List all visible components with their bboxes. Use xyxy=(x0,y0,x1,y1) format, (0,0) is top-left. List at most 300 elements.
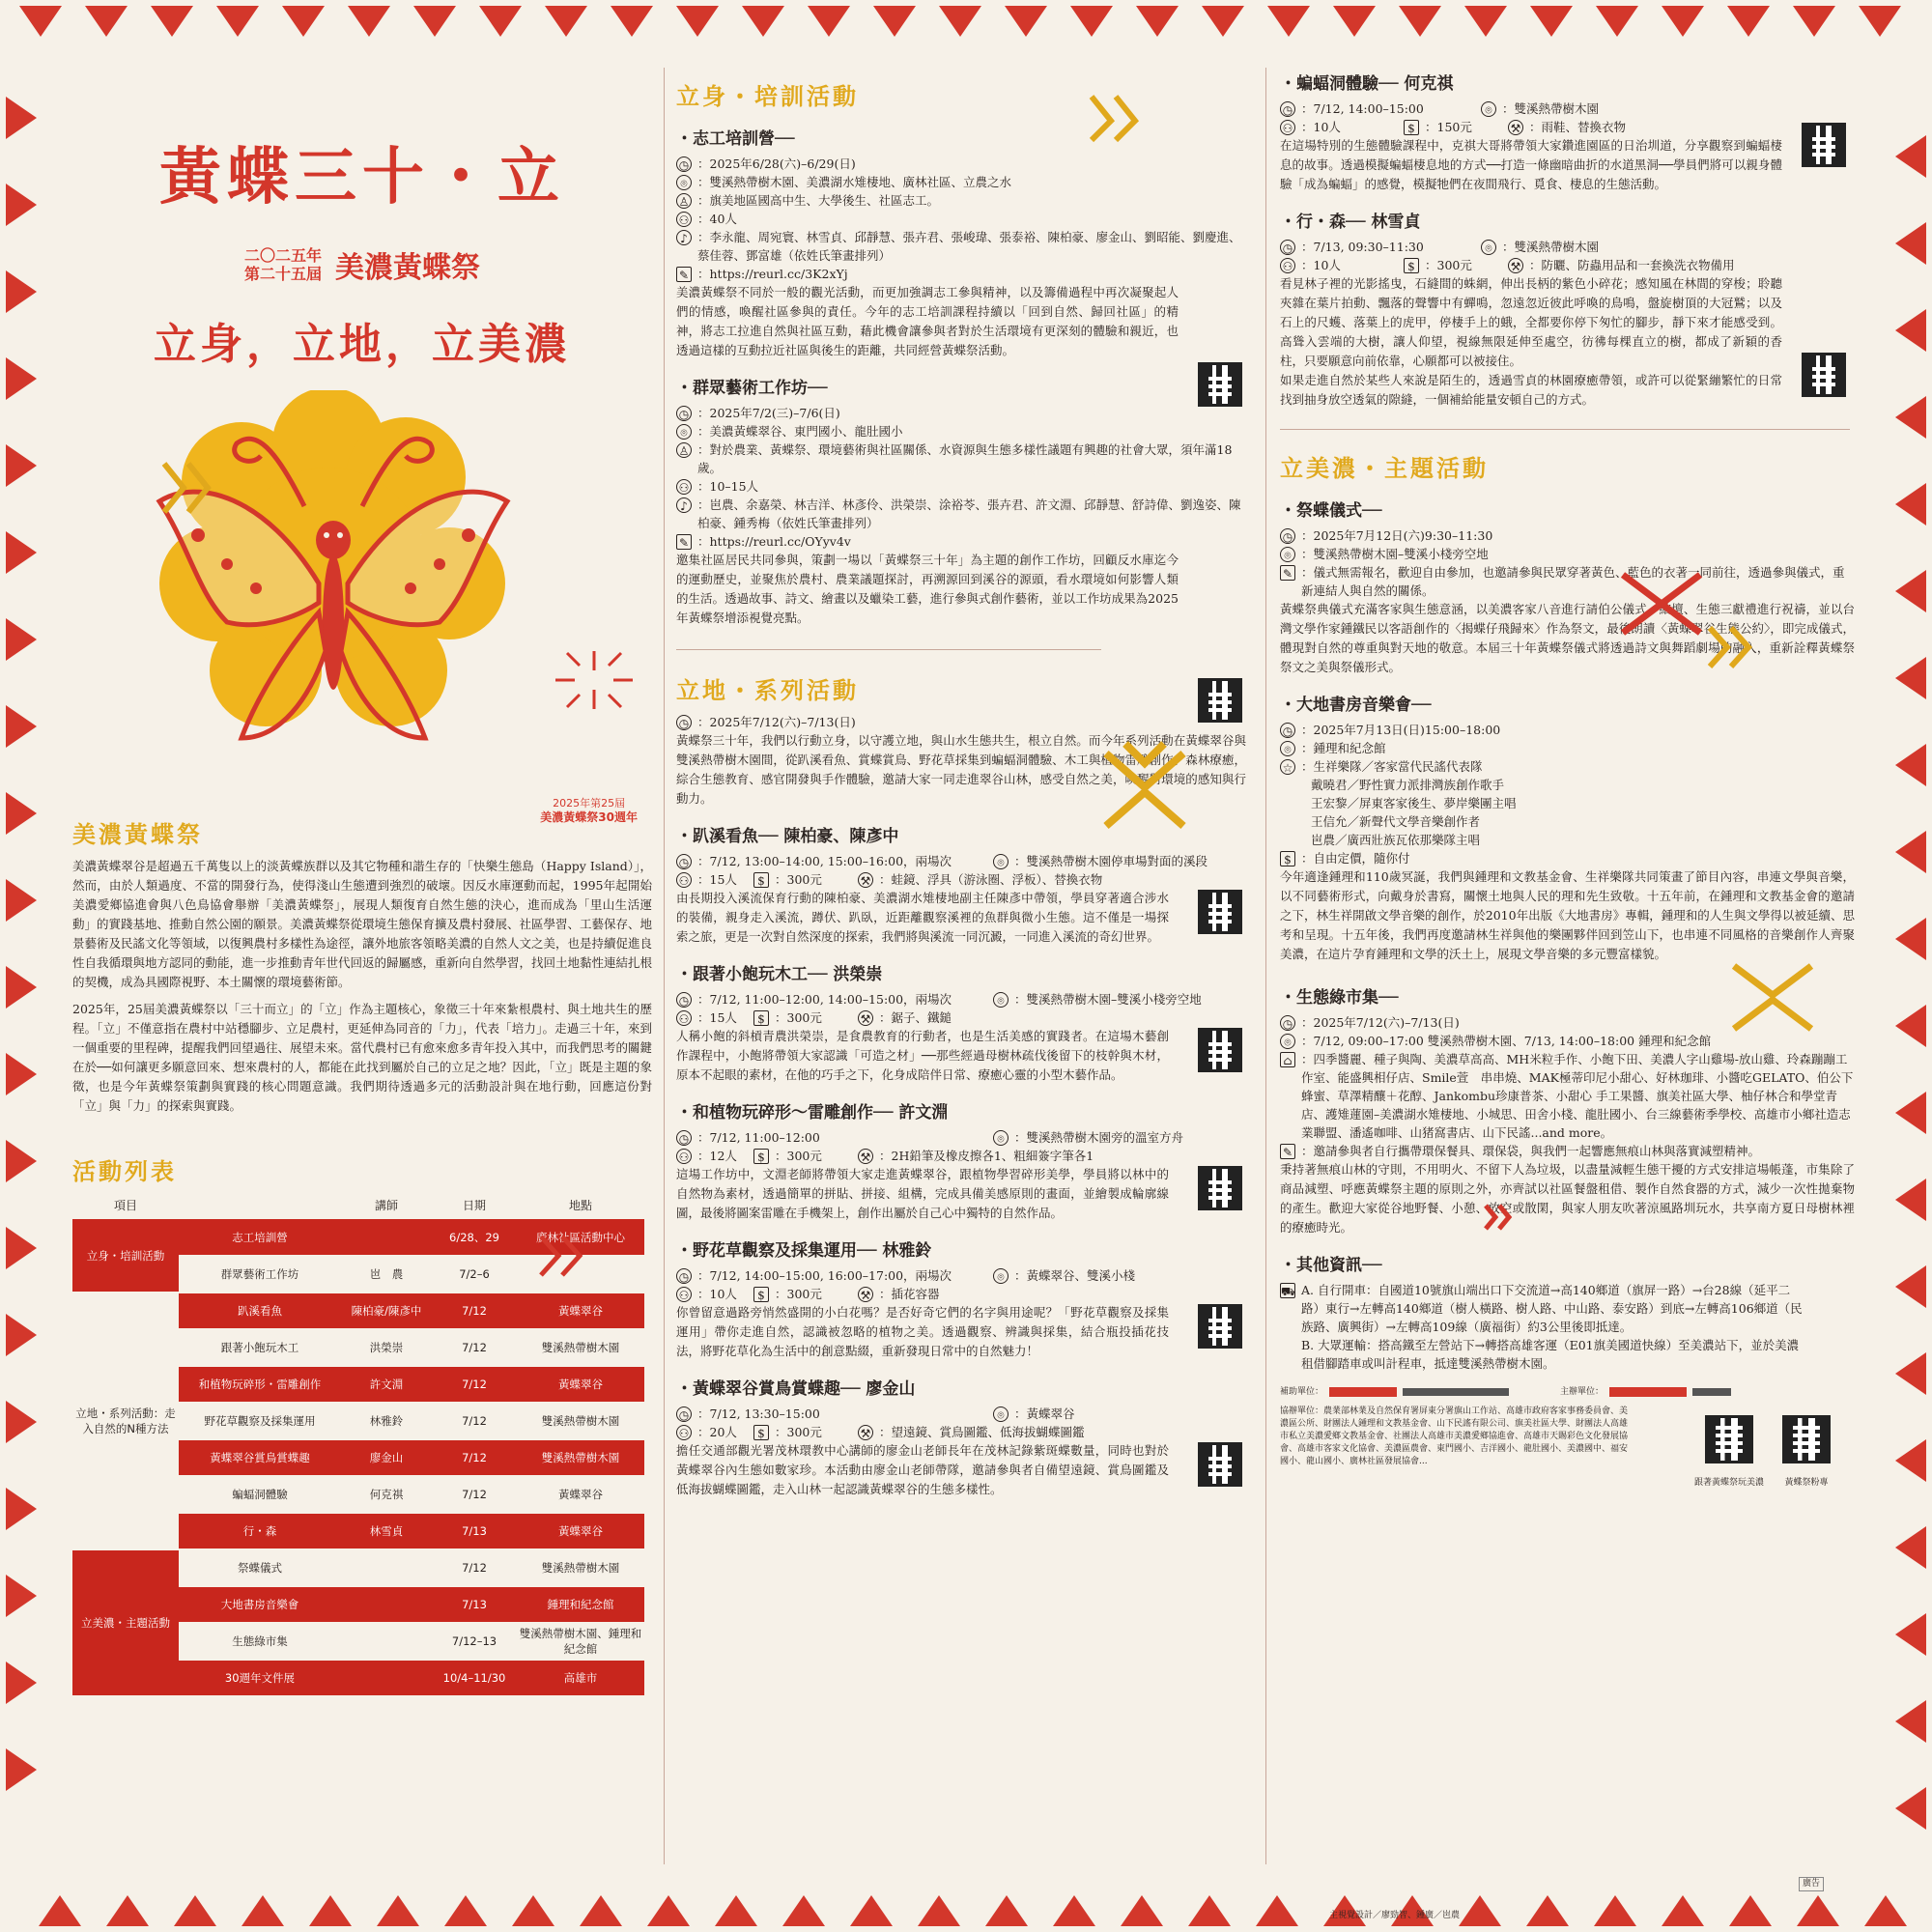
volunteer-place-row xyxy=(676,173,1246,191)
qr-code[interactable] xyxy=(1198,890,1242,934)
fee-icon: $ xyxy=(1404,120,1419,135)
activity-time-row xyxy=(1280,238,1855,256)
triangle-ornament xyxy=(1797,1895,1839,1926)
activity-count: ：10人 xyxy=(1301,120,1341,134)
triangle-ornament xyxy=(174,1895,216,1926)
table-cell-date: 7/13 xyxy=(432,1586,517,1623)
triangle-ornament xyxy=(1053,1895,1095,1926)
activity-time-row xyxy=(676,1266,1246,1285)
art-url-row xyxy=(676,532,1246,551)
art-count-row xyxy=(676,477,1246,496)
group-icon: ⚇ xyxy=(1280,120,1295,135)
sponsor-organizer xyxy=(1560,1386,1731,1399)
triangle-ornament xyxy=(1399,6,1441,37)
table-cell-item: 趴溪看魚 xyxy=(179,1293,341,1329)
shop-icon: ⌂ xyxy=(1280,1052,1295,1067)
triangle-ornament xyxy=(413,6,456,37)
ritual-place: ：雙溪熱帶樹木園–雙溪小棧旁空地 xyxy=(1301,547,1489,561)
microphone-icon: ♪ xyxy=(676,497,692,513)
triangle-ornament xyxy=(782,1895,825,1926)
concert-desc: 今年適逢鍾理和110歲冥誕，我們與鍾理和文教基金會、生祥樂隊共同策畫了節目內容，串連文學與音樂，以不同藝術形式，向戴身於書寫，關懷土地與人民的理和先生致敬。十五年前，在鍾理和文教基金會的邀請之下，林生祥開啟文學音樂的創作，於2010年出版《大地書房》專輯，鍾理和的人生與文學得以被延續、思考和呈現。十五年後，我們再度邀請林生祥與他的樂團夥伴回到笠山下，也串連不同風格的音樂創作人齊聚美濃，在這片孕育鍾理和文學的沃土上，展現文學音樂的多元豐富樣貌。 xyxy=(1280,869,1855,961)
triangle-ornament xyxy=(6,879,37,922)
clock-icon: ◷ xyxy=(676,156,692,172)
market-title: ・生態綠市集── xyxy=(1280,988,1399,1008)
table-cell-lecturer: 許文淵 xyxy=(341,1366,432,1403)
volunteer-title: ・志工培訓營── xyxy=(676,129,795,149)
activity-time-row xyxy=(1280,99,1855,118)
triangle-ornament xyxy=(918,1895,960,1926)
activity-desc: 這場工作坊中，文淵老師將帶領大家走進黃蝶翠谷，跟植物學習碎形美學，學員將以林中的自然物為素材，透過簡單的拼貼、拼接、組構，完成具備美感原則的畫面，並繪製成輪廓線圖，最後將圖案雷雕在手機架上，創作出屬於自己心中獨特的自然作品。 xyxy=(676,1167,1169,1220)
activity-bat xyxy=(1280,70,1855,194)
triangle-ornament xyxy=(6,1140,37,1182)
triangle-ornament xyxy=(512,1895,554,1926)
intro-paragraph-2: 2025年，25屆美濃黃蝶祭以「三十而立」的「立」作為主題核心，象徵三十年來紮根農村、與土地共生的歷程。「立」不僅意指在農村中站穩腳步、立足農村，更延伸為同音的「力」，代表「培力」。走過三十年，來到一個重要的里程碑，提醒我們回望過往、展望未來。當代農村已有愈來愈多青年投入其中，而我們思考的關鍵在於──如何讓更多願意回來、想來農村的人，都能在此找到屬於自己的立足之地？因此，「立」既是主題的象徵，也是今年黃蝶祭策劃與實踐的核心問題意識。我們期待透過多元的活動設計與在地行動，回應這份對「立」與「力」的探索與實踐。 xyxy=(72,1002,653,1113)
edition-text: 第二十五屆 xyxy=(243,265,322,283)
middle-column xyxy=(676,68,1246,1864)
activity-meta-row xyxy=(1280,118,1855,136)
triangle-ornament xyxy=(6,1662,37,1704)
header-item: 項目 xyxy=(113,1199,137,1212)
table-cell-place: 黃蝶翠谷 xyxy=(517,1513,644,1549)
activity-gear: ：蛙鏡、浮具（游泳圈、浮板）、替換衣物 xyxy=(879,872,1103,887)
location-icon: ⌾ xyxy=(1481,240,1496,255)
location-icon: ⌾ xyxy=(1280,547,1295,562)
slogan: 立身，立地，立美濃 xyxy=(154,320,571,369)
group-icon: ⚇ xyxy=(676,1287,692,1302)
location-icon: ⌾ xyxy=(1481,101,1496,117)
signup-icon: ✎ xyxy=(676,267,692,282)
fee-icon: $ xyxy=(753,1425,769,1440)
location-icon: ⌾ xyxy=(676,424,692,440)
triangle-ornament xyxy=(1895,657,1926,699)
triangle-ornament xyxy=(808,6,850,37)
activity-count: ：20人 xyxy=(697,1425,737,1439)
pencil-icon: ✎ xyxy=(1280,565,1295,581)
triangle-ornament xyxy=(1895,1352,1926,1395)
market-vendors: ：四季醬麗、種子與陶、美濃草高高、MH米粒手作、小飽下田、美濃人字山雞場-放山雞、玲森蹦蹦工作室、能盛興相仔店、Smile萱 串串燒、MAK極蒂印尼小甜心、好林珈琲、小醬吃GELATO、伯公下蜂蜜、草澤精釀＋花醇、Jankombu珍康普茶、小甜心 手工果醬、旗美社區大學、柚仔林合和學堂青店、護雉蓮園–美濃湖水雉棲地、小城思、田舍小棧、龍肚國小、台三線藝術季學校、高雄市小鄉社造志業聯盟、潘遙咖啡、山猪窩書店、山下民謠...and more。 xyxy=(1301,1052,1854,1140)
table-cell-lecturer xyxy=(341,1219,432,1256)
route-by-transit: B. 大眾運輸：搭高鐵至左營站下→轉搭高雄客運（E01旗美國道快線）至美濃站下，並於美濃租借腳踏車或叫計程車，抵達雙溪熱帶樹木園。 xyxy=(1301,1338,1800,1371)
organizer-logo xyxy=(1609,1387,1687,1397)
yellow-x-ornament xyxy=(1719,947,1826,1043)
table-cell-lecturer: 岜 農 xyxy=(341,1256,432,1293)
qr-code[interactable] xyxy=(1802,123,1846,167)
market-desc: 秉持著無痕山林的守則，不用明火、不留下人為垃圾，以盡量減輕生態干擾的方式安排這場帳蓬，市集除了商品減塑、呼應黃蝶祭主題的原則之外，亦齊試以社區餐盤租借、製作自然食器的方式，減少一次性拋棄物的產生。歡迎大家從谷地野餐、小憩、放空或散閑，與家人朋友吹著涼風路圳玩水，共享南方夏日母樹林裡的療癒時光。 xyxy=(1280,1162,1855,1235)
activity-desc-2: 如果走進自然於某些人來說是陌生的，透過雪貞的林園療癒帶領，或許可以從緊繃繁忙的日常找到抽身放空透氣的隙縫，一個補給能量安頓自己的方式。 xyxy=(1280,373,1782,407)
organizer-logo xyxy=(1692,1388,1731,1396)
location-icon: ⌾ xyxy=(993,1406,1009,1422)
location-icon: ⌾ xyxy=(993,1268,1009,1284)
triangle-ornament xyxy=(6,1314,37,1356)
table-cell-place: 黃蝶翠谷 xyxy=(517,1293,644,1329)
table-cell-item: 志工培訓營 xyxy=(179,1219,341,1256)
activity-meta-row xyxy=(1280,256,1855,274)
concert-performers-row xyxy=(1280,757,1855,849)
triangle-ornament xyxy=(1895,570,1926,612)
anniversary-mark xyxy=(540,796,638,825)
volunteer-place: ：雙溪熱帶樹木園、美濃湖水雉棲地、廣林社區、立農之水 xyxy=(697,175,1012,189)
activity-time-row xyxy=(676,1405,1246,1423)
triangle-ornament xyxy=(1202,6,1244,37)
activity-wood xyxy=(676,960,1246,1085)
table-cell-date: 7/12 xyxy=(432,1366,517,1403)
activity-time-row xyxy=(676,1128,1246,1147)
table-cell-lecturer: 陳柏豪/陳彥中 xyxy=(341,1293,432,1329)
clock-icon: ◷ xyxy=(676,1130,692,1146)
table-group-label: 立美濃・主題活動 xyxy=(72,1549,179,1696)
table-cell-item: 跟著小飽玩木工 xyxy=(179,1329,341,1366)
activity-gear: ：雨鞋、替換衣物 xyxy=(1529,120,1627,134)
activity-time: ：7/12, 13:00–14:00, 15:00–16:00，兩場次 xyxy=(697,854,952,868)
route-by-car: A. 自行開車：自國道10號旗山端出口下交流道→高140鄉道（旗屏一路）→台28線（延平二路）東行→左轉高140鄉道（樹人橫路、樹人路、中山路、泰安路）到底→左轉高106鄉道（民族路、廣興街）→左轉高109線（廣福街）約3公里後即抵達。 xyxy=(1301,1283,1803,1334)
table-cell-place: 黃蝶翠谷 xyxy=(517,1366,644,1403)
activity-forest xyxy=(1280,208,1855,410)
edition-small xyxy=(244,246,322,283)
yellow-diamond-ornament xyxy=(1700,618,1758,676)
qr-caption-2: 黃蝶祭粉專 xyxy=(1784,1478,1829,1488)
table-cell-date: 7/13 xyxy=(432,1513,517,1549)
triangle-ornament xyxy=(545,6,587,37)
table-cell-item: 黃蝶翠谷賞鳥賞蝶趣 xyxy=(179,1439,341,1476)
concert-fee: ：自由定價，隨你付 xyxy=(1301,851,1410,866)
ritual-note: ：儀式無需報名，歡迎自由參加，也邀請參與民眾穿著黃色、藍色的衣著一同前往，透過參與儀式，重新連結人與自然的關係。 xyxy=(1301,565,1845,598)
other-car-row xyxy=(1280,1281,1806,1373)
table-cell-item: 蝙蝠洞體驗 xyxy=(179,1476,341,1513)
table-group-label: 立地・系列活動：走入自然的N種方法 xyxy=(72,1293,179,1549)
art-title: ・群眾藝術工作坊── xyxy=(676,379,828,398)
table-cell-item: 祭蝶儀式 xyxy=(179,1549,341,1586)
group-icon: ⚇ xyxy=(676,479,692,495)
volunteer-count-row xyxy=(676,210,1246,228)
tool-icon: ⚒ xyxy=(858,1010,873,1026)
person-icon: ♙ xyxy=(676,442,692,458)
section-title-theme: 立美濃・主題活動 xyxy=(1280,455,1489,482)
tool-icon: ⚒ xyxy=(1508,258,1523,273)
activity-title: ・蝙蝠洞體驗── 何克祺 xyxy=(1280,74,1454,94)
activity-place: ：黃蝶翠谷、雙溪小棧 xyxy=(1014,1268,1136,1283)
ritual-time: ：2025年7月12日(六)9:30–11:30 xyxy=(1301,528,1493,543)
person-icon: ♙ xyxy=(676,193,692,209)
activity-place: ：雙溪熱帶樹木園 xyxy=(1502,240,1600,254)
concert-title: ・大地書房音樂會── xyxy=(1280,696,1432,715)
concert-performers xyxy=(1301,757,1517,849)
triangle-ornament xyxy=(1256,1895,1298,1926)
activity-count: ：15人 xyxy=(697,1010,737,1025)
activity-desc: 擔任交通部觀光署茂林環教中心講師的廖金山老師長年在茂林記錄紫斑蝶數量，同時也對於黃蝶翠谷內生態如數家珍。本活動由廖金山老師帶隊，邀請參與者自備望遠鏡、賞鳥圖鑑及低海拔蝴蝶圖鑑，走入山林一起認識黃蝶翠谷的生態多樣性。 xyxy=(676,1443,1169,1496)
table-cell-date: 7/12–13 xyxy=(432,1623,517,1660)
ritual-time-row xyxy=(1280,526,1855,545)
table-cell-item: 群眾藝術工作坊 xyxy=(179,1256,341,1293)
activity-desc: 你曾留意過路旁悄然盛開的小白花嗎？是否好奇它們的名字與用途呢？「野花草觀察及採集運用」帶你走進自然，認識被忽略的植物之美。透過觀察、辨識與採集，結合瓶投插花技法，將野花草化為生活中的創意點綴，重新發現日常中的自然魅力！ xyxy=(676,1305,1169,1358)
table-cell-place: 鍾理和紀念館 xyxy=(517,1586,644,1623)
activity-gear: ：鋸子、鐵鎚 xyxy=(879,1010,952,1025)
qr-code[interactable] xyxy=(1198,1028,1242,1072)
table-title: 活動列表 xyxy=(72,1158,177,1185)
triangle-ornament xyxy=(1136,6,1179,37)
qr-code[interactable] xyxy=(1198,362,1242,407)
header-place: 地點 xyxy=(568,1199,592,1212)
triangle-ornament xyxy=(1895,1092,1926,1134)
clock-icon: ◷ xyxy=(1280,240,1295,255)
location-icon: ⌾ xyxy=(993,1130,1009,1146)
triangle-ornament xyxy=(873,6,916,37)
table-cell-date: 7/12 xyxy=(432,1293,517,1329)
triangle-ornament xyxy=(6,1575,37,1617)
qr-caption-1: 跟著黃蝶祭玩美濃 xyxy=(1693,1478,1764,1488)
triangle-ornament xyxy=(715,1895,757,1926)
clock-icon: ◷ xyxy=(676,1406,692,1422)
table-cell-date: 6/28、29 xyxy=(432,1219,517,1256)
triangle-ornament xyxy=(1895,744,1926,786)
series-activities xyxy=(676,822,1246,1499)
table-cell-place: 雙溪熱帶樹木園 xyxy=(517,1329,644,1366)
activity-time: ：7/12, 11:00–12:00 xyxy=(697,1130,820,1145)
table-cell-place: 雙溪熱帶樹木園 xyxy=(517,1403,644,1439)
table-cell-place: 雙溪熱帶樹木園 xyxy=(517,1549,644,1586)
anniversary-line1: 2025年第25屆 xyxy=(553,797,626,810)
market-place: ：7/12, 09:00–17:00 雙溪熱帶樹木園、7/13, 14:00–18:00 鍾理和紀念館 xyxy=(1301,1034,1712,1048)
activity-count: ：12人 xyxy=(697,1149,737,1163)
table-cell-place: 高雄市 xyxy=(517,1660,644,1696)
table-cell-item: 大地書房音樂會 xyxy=(179,1586,341,1623)
activity-time: ：7/12, 14:00–15:00 xyxy=(1301,101,1424,116)
table-cell-place: 黃蝶翠谷 xyxy=(517,1476,644,1513)
triangle-ornament xyxy=(1859,6,1901,37)
qr-code[interactable] xyxy=(1198,1166,1242,1210)
butterfly-logo xyxy=(72,390,652,824)
table-cell-lecturer xyxy=(341,1623,432,1660)
activity-meta-row xyxy=(676,1147,1246,1165)
art-people-row xyxy=(676,440,1246,477)
clock-icon: ◷ xyxy=(676,854,692,869)
triangle-ornament xyxy=(6,1053,37,1095)
market-time: ：2025年7/12(六)–7/13(日) xyxy=(1301,1015,1460,1030)
fee-icon: $ xyxy=(753,872,769,888)
tool-icon: ⚒ xyxy=(858,1149,873,1164)
activity-time-row xyxy=(676,990,1246,1009)
triangle-ornament xyxy=(1793,6,1835,37)
table-cell-lecturer: 何克祺 xyxy=(341,1476,432,1513)
qr-code[interactable] xyxy=(1198,678,1242,723)
wallet-icon: $ xyxy=(1280,851,1295,867)
ritual-note-row xyxy=(1280,563,1855,600)
section-title-training: 立身・培訓活動 xyxy=(676,83,859,110)
triangle-ornament xyxy=(348,6,390,37)
intro-section xyxy=(72,815,652,1116)
art-place-row xyxy=(676,422,1246,440)
triangle-ornament xyxy=(1596,6,1638,37)
triangle-ornament xyxy=(1895,831,1926,873)
location-icon: ⌾ xyxy=(1280,741,1295,756)
clock-icon: ◷ xyxy=(1280,101,1295,117)
triangle-ornament xyxy=(6,1401,37,1443)
triangle-ornament xyxy=(6,1488,37,1530)
qr-code[interactable] xyxy=(1198,1304,1242,1349)
table-cell-lecturer: 洪榮崇 xyxy=(341,1329,432,1366)
intro-paragraph-1: 美濃黃蝶翠谷是超過五千萬隻以上的淡黃蝶族群以及其它物種和諧生存的「快樂生態島（Happy Island）」，然而，由於人類過度、不當的開發行為，使得淺山生態遭到強烈的破壞。因反水庫運動而起，1995年起開始美濃愛鄉協進會與八色鳥協會舉辦「美濃黃蝶祭」，展現人類復育自然生態的決心，進而成為「里山生活運動」的實踐基地、推動自然公園的願景。美濃黃蝶祭從環境生態保育擴及農村發展、社區學習、工藝保存、地景藝術及民謠文化等領域，以復興農村多樣性為途徑，讓外地旅客領略美濃的自然人文之美，也是持續促進良性自我循環與地方認同的動能，進一步推動青年世代回返的歸屬感，重新向自然學習，找回土地黏性連結扎根的契機，成為具國際視野、本土關懷的環境藝術節。 xyxy=(72,859,653,989)
triangle-ornament xyxy=(6,1748,37,1791)
art-desc: 邀集社區居民共同參與，策劃一場以「黃蝶祭三十年」為主題的創作工作坊，回顧反水庫迄今的運動歷史，並聚焦於農村、農業議題探討，再溯源回到溪谷的源頭，看水環境如何影響人類的生活。透過故事、詩文、繪畫以及蠟染工藝，進行參與式創作藝術，並以工作坊成果為2025年黃蝶祭增添視覺亮點。 xyxy=(676,553,1179,625)
triangle-ornament xyxy=(6,531,37,574)
table-cell-lecturer: 廖金山 xyxy=(341,1439,432,1476)
triangle-ornament xyxy=(242,1895,284,1926)
art-date-row xyxy=(676,404,1246,422)
activity-title: ・行・森── 林雪貞 xyxy=(1280,213,1421,232)
market-vendors-row xyxy=(1280,1050,1855,1142)
activity-fee: ：300元 xyxy=(775,1149,822,1163)
performer-2: 戴曉君／野性實力派排灣族創作歌手 xyxy=(1311,778,1505,792)
yellow-x-ornament xyxy=(1613,560,1710,638)
sponsor-block xyxy=(1280,1386,1855,1531)
triangle-ornament xyxy=(6,270,37,313)
triangle-ornament xyxy=(1459,1895,1501,1926)
triangle-ornament xyxy=(1895,1179,1926,1221)
activity-gear: ：防曬、防蟲用品和一套換洗衣物備用 xyxy=(1529,258,1735,272)
triangle-ornament xyxy=(1895,918,1926,960)
activity-meta-row xyxy=(676,1009,1246,1027)
art-url[interactable]: ：https://reurl.cc/OYyv4v xyxy=(697,534,851,549)
table-header-row xyxy=(72,1194,644,1219)
qr-code[interactable] xyxy=(1198,1442,1242,1487)
fee-icon: $ xyxy=(1404,258,1419,273)
table-cell-place: 雙溪熱帶樹木園、鍾理和紀念館 xyxy=(517,1623,644,1660)
group-icon: ⚇ xyxy=(676,1149,692,1164)
activity-fee: ：300元 xyxy=(775,1010,822,1025)
activity-fish xyxy=(676,822,1246,947)
qr-code[interactable] xyxy=(1782,1415,1831,1463)
volunteer-people: ：旗美地區國高中生、大學後生、社區志工。 xyxy=(697,193,940,208)
triangle-ornament xyxy=(1662,6,1704,37)
volunteer-url[interactable]: ：https://reurl.cc/3K2xYj xyxy=(697,267,848,281)
tool-icon: ⚒ xyxy=(858,872,873,888)
red-diamond-ornament xyxy=(531,1227,589,1285)
left-column xyxy=(72,68,652,1864)
table-cell-lecturer: 林雅鈴 xyxy=(341,1403,432,1439)
ritual-desc: 黃蝶祭典儀式充滿客家與生態意涵，以美濃客家八音進行請伯公儀式、結壇、生態三獻禮進行祝禱，並以台灣文學作家鍾鐵民以客語創作的〈揭蝶仔飛歸來〉作為祭文，最後朗讀〈黃蝶翠谷生態公約〉，即完成儀式，體現對自然的尊重與對天地的敬意。本屆三十年黃蝶祭儀式將透過詩文與舞蹈劇場的融入，重新詮釋黃蝶祭祭文之美與祭儀形式。 xyxy=(1280,602,1855,674)
activity-title: ・野花草觀察及採集運用── 林雅鈴 xyxy=(676,1241,932,1261)
activity-count: ：15人 xyxy=(697,872,737,887)
sponsor-logo xyxy=(1329,1387,1397,1397)
activity-bird xyxy=(676,1375,1246,1499)
triangle-ornament xyxy=(580,1895,622,1926)
volunteer-desc: 美濃黃蝶祭不同於一般的觀光活動，而更加強調志工參與精神，以及籌備過程中再次凝聚起人們的情感，喚醒社區參與的責任。今年的志工培訓課程持續以「回到自然、歸回社區」的精神，將志工拉進自然與社區互動，藉此機會讓參與者對於生活環境有更深刻的體驗和親近，也透過這樣的互動拉近社區與後生的距離，共同經營黃蝶祭活動。 xyxy=(676,285,1179,357)
performer-4: 王信允／新聲代文學音樂創作者 xyxy=(1311,814,1481,829)
triangle-ornament xyxy=(1727,6,1770,37)
section-divider xyxy=(1280,429,1850,430)
volunteer-lecturer-row xyxy=(676,228,1246,265)
concert-fee-row xyxy=(1280,849,1855,867)
activity-flower xyxy=(676,1236,1246,1361)
concert-time: ：2025年7月13日(日)15:00–18:00 xyxy=(1301,723,1501,737)
activity-count: ：10人 xyxy=(697,1287,737,1301)
volunteer-date: ：2025年6/28(六)–6/29(日) xyxy=(697,156,856,171)
performer-3: 王宏黎／屏東客家後生、夢岸樂團主唱 xyxy=(1311,796,1517,810)
clock-icon: ◷ xyxy=(1280,528,1295,544)
triangle-ornament xyxy=(39,1895,81,1926)
volunteer-lecturers: ：李永龍、周宛寰、林雪貞、邱靜慧、張卉君、張峻瑋、張泰裕、陳柏豪、廖金山、劉昭能、劉慶進、蔡佳蓉、鄧富雄（依姓氏筆畫排列） xyxy=(697,230,1241,263)
triangle-ornament xyxy=(1895,135,1926,178)
ritual-title: ・祭蝶儀式── xyxy=(1280,501,1382,521)
activity-laser xyxy=(676,1098,1246,1223)
series-date: ：2025年7/12(六)–7/13(日) xyxy=(697,715,856,729)
triangle-ornament xyxy=(1895,396,1926,439)
triangle-ornament xyxy=(1895,1265,1926,1308)
activity-place: ：雙溪熱帶樹木園 xyxy=(1502,101,1600,116)
triangle-ornament xyxy=(6,97,37,139)
volunteer-url-row xyxy=(676,265,1246,283)
volunteer-people-row xyxy=(676,191,1246,210)
other-info xyxy=(1301,1281,1806,1373)
market-note-row xyxy=(1280,1142,1855,1160)
table-cell-lecturer xyxy=(341,1586,432,1623)
art-lecturers: ：岜農、余嘉榮、林吉洋、林彥伶、洪榮崇、涂裕苓、張卉君、許文淵、邱靜慧、舒詩偉、劉逸姿、陳柏豪、鍾秀梅（依姓氏筆畫排列） xyxy=(697,497,1241,530)
table-cell-item: 生態綠市集 xyxy=(179,1623,341,1660)
yellow-diamond-ornament xyxy=(1082,87,1150,145)
activity-title: ・和植物玩碎形～雷雕創作── 許文淵 xyxy=(676,1103,949,1122)
table-cell-lecturer xyxy=(341,1660,432,1696)
triangle-ornament xyxy=(6,618,37,661)
activity-title: ・跟著小飽玩木工── 洪榮崇 xyxy=(676,965,883,984)
table-cell-item: 行・森 xyxy=(179,1513,341,1549)
clock-icon: ◷ xyxy=(676,992,692,1008)
signup-icon: ✎ xyxy=(676,534,692,550)
microphone-icon: ♪ xyxy=(676,230,692,245)
triangle-ornament xyxy=(282,6,325,37)
triangle-ornament xyxy=(985,1895,1028,1926)
qr-code[interactable] xyxy=(1802,353,1846,397)
butterfly-illustration xyxy=(72,390,652,777)
clock-icon: ◷ xyxy=(676,1268,692,1284)
section-divider xyxy=(676,649,1101,650)
triangle-ornament xyxy=(1070,6,1113,37)
organizer-label: 主辦單位： xyxy=(1560,1387,1605,1397)
activity-count: ：10人 xyxy=(1301,258,1341,272)
triangle-ornament xyxy=(1662,1895,1704,1926)
yellow-diamond-ornament xyxy=(155,454,222,522)
triangle-ornament xyxy=(377,1895,419,1926)
activity-place: ：雙溪熱帶樹木園停車場對面的溪段 xyxy=(1014,854,1208,868)
market-note: ：邀請參與者自行攜帶環保餐具、環保袋，與我們一起響應無痕山林與落實減塑精神。 xyxy=(1301,1144,1761,1158)
qr-code[interactable] xyxy=(1705,1415,1753,1463)
triangle-ornament xyxy=(1895,1787,1926,1830)
year-text: 二〇二五年 xyxy=(243,246,322,265)
intro-title: 美濃黃蝶祭 xyxy=(72,821,203,848)
series-date-row xyxy=(676,713,1246,731)
activity-gear: ：插花容器 xyxy=(879,1287,940,1301)
col3-top-activities xyxy=(1280,70,1855,410)
performer-5: 岜農／廣西壯族瓦依那樂隊主唱 xyxy=(1311,833,1481,847)
ad-label: 廣告 xyxy=(1799,1877,1824,1891)
table-cell-lecturer: 林雪貞 xyxy=(341,1513,432,1549)
activity-place: ：黃蝶翠谷 xyxy=(1014,1406,1075,1421)
activity-desc: 人稱小飽的斜槓青農洪榮崇，是食農教育的行動者，也是生活美感的實踐者。在這場木藝創作課程中，小飽將帶領大家認識「可造之材」──那些經過母樹林疏伐後留下的枝幹與木材，原本不起眼的素材，在他的巧手之下，化身成陪伴日常、療癒心靈的小型木藝作品。 xyxy=(676,1029,1169,1082)
art-count: ：10–15人 xyxy=(697,479,759,494)
column-divider xyxy=(1265,68,1266,1864)
art-lecturer-row xyxy=(676,496,1246,532)
sponsor-guide xyxy=(1280,1386,1509,1399)
activity-meta-row xyxy=(676,1423,1246,1441)
group-icon: ⚇ xyxy=(676,1425,692,1440)
triangle-ornament xyxy=(1895,1526,1926,1569)
triangle-ornament xyxy=(1864,1895,1907,1926)
triangle-ornament xyxy=(939,6,981,37)
clock-icon: ◷ xyxy=(1280,1015,1295,1031)
activity-desc: 在這場特別的生態體驗課程中，克祺大哥將帶領大家鑽進園區的日治圳道，分享觀察到蝙蝠棲息的故事。透過模擬蝙蝠棲息地的方式──打造一條幽暗曲折的水道黑洞──學員們將可以親身體驗「成為蝙蝠」的感覺，模擬牠們在夜間飛行、覓食、棲息的生態活動。 xyxy=(1280,138,1782,191)
activity-fee: ：300元 xyxy=(775,1425,822,1439)
group-icon: ⚇ xyxy=(676,1010,692,1026)
triangle-ornament xyxy=(1526,1895,1569,1926)
art-place: ：美濃黃蝶翠谷、東門國小、龍肚國小 xyxy=(697,424,903,439)
